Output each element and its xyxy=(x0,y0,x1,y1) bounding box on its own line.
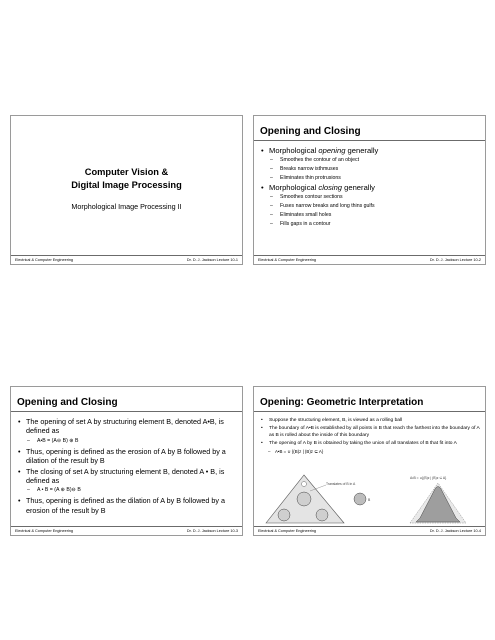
slide-heading: Opening: Geometric Interpretation xyxy=(260,397,424,408)
translate-ball xyxy=(278,509,290,521)
translate-ball xyxy=(316,509,328,521)
slide-opening-closing-overview xyxy=(253,115,486,265)
bullet-item: • The opening of A by B is obtained by taking the union of all translates of B that fit into A xyxy=(261,441,480,447)
sub-bullet-item: – Eliminates small holes xyxy=(261,211,480,220)
title-divider xyxy=(254,140,485,141)
slide-main-title xyxy=(11,166,242,192)
bullet-item: • The opening of set A by structuring element B, denoted A•B, is defined as xyxy=(18,417,237,436)
slide-heading: Opening and Closing xyxy=(17,397,118,408)
bullet-item: • Thus, opening is defined as the dilation of A by B followed by a erosion of the result by B xyxy=(18,496,237,515)
bullet-item: • Morphological opening generally xyxy=(261,146,480,156)
footer-lecture: Dr. D. J. Jackson Lecture 10-3 xyxy=(186,529,238,533)
footer-department: Electrical & Computer Engineering xyxy=(258,258,317,262)
opening-formula-label: A•B = ∪{(B)z | (B)z ⊆ A} xyxy=(410,476,447,480)
footer-department: Electrical & Computer Engineering xyxy=(15,529,74,533)
slide-footer xyxy=(11,526,242,535)
footer-department: Electrical & Computer Engineering xyxy=(258,529,317,533)
sub-bullet-item: – A • B = (A ⊕ B)⊖ B xyxy=(18,486,237,495)
sub-bullet-item: – Smoothes contour sections xyxy=(261,193,480,202)
footer-lecture: Dr. D. J. Jackson Lecture 10-2 xyxy=(429,258,481,262)
slide-opening-closing-definitions xyxy=(10,386,243,536)
slide-subtitle: Morphological Image Processing II xyxy=(71,202,182,211)
sub-bullet-item: – A•B = (A⊖ B) ⊕ B xyxy=(18,437,237,446)
translates-label: Translates of B in A xyxy=(326,482,356,486)
sub-bullet-item: – Breaks narrow isthmuses xyxy=(261,165,480,174)
sub-bullet-item: – Fills gaps in a contour xyxy=(261,220,480,229)
opening-result-shape xyxy=(416,487,460,523)
sub-bullet-item: – Smoothes the contour of an object xyxy=(261,156,480,165)
slide-heading: Opening and Closing xyxy=(260,126,361,137)
main-title-line-2: Digital Image Processing xyxy=(71,180,182,190)
bullet-list xyxy=(261,146,480,229)
rolling-ball-figure xyxy=(260,473,482,525)
title-divider xyxy=(254,411,485,412)
slide-footer xyxy=(254,255,485,264)
footer-department: Electrical & Computer Engineering xyxy=(15,258,74,262)
bullet-item: • Morphological closing generally xyxy=(261,183,480,193)
sub-bullet-item: – Eliminates thin protrusions xyxy=(261,174,480,183)
main-title-line-1: Computer Vision & xyxy=(84,167,169,177)
b-label: B xyxy=(368,498,371,502)
title-divider xyxy=(11,411,242,412)
bullet-item: • The closing of set A by structuring element B, denoted A • B, is defined as xyxy=(18,467,237,486)
slide-title xyxy=(10,115,243,265)
sub-bullet-item: – Fuses narrow breaks and long thins gulfs xyxy=(261,202,480,211)
translate-ball xyxy=(302,482,307,487)
structuring-element-b xyxy=(354,493,366,505)
bullet-item: • The boundary of A•B is established by all points in B that reach the farthest into the boundary of A as B is rolled about the inside of this boundary xyxy=(261,426,480,439)
translate-ball xyxy=(297,492,311,506)
slide-footer xyxy=(254,526,485,535)
footer-lecture: Dr. D. J. Jackson Lecture 10-1 xyxy=(186,258,238,262)
bullet-list xyxy=(261,418,480,455)
sub-bullet-item: – A•B = ∪ {(B)z | (B)z ⊆ A} xyxy=(261,449,480,455)
bullet-item: • Thus, opening is defined as the erosion of A by B followed by a dilation of the result by B xyxy=(18,447,237,466)
slide-geometric-interpretation xyxy=(253,386,486,536)
footer-lecture: Dr. D. J. Jackson Lecture 10-4 xyxy=(429,529,481,533)
bullet-item: • Suppose the structuring element, B, is viewed as a rolling ball xyxy=(261,418,480,424)
bullet-list xyxy=(18,417,237,516)
slide-footer xyxy=(11,255,242,264)
